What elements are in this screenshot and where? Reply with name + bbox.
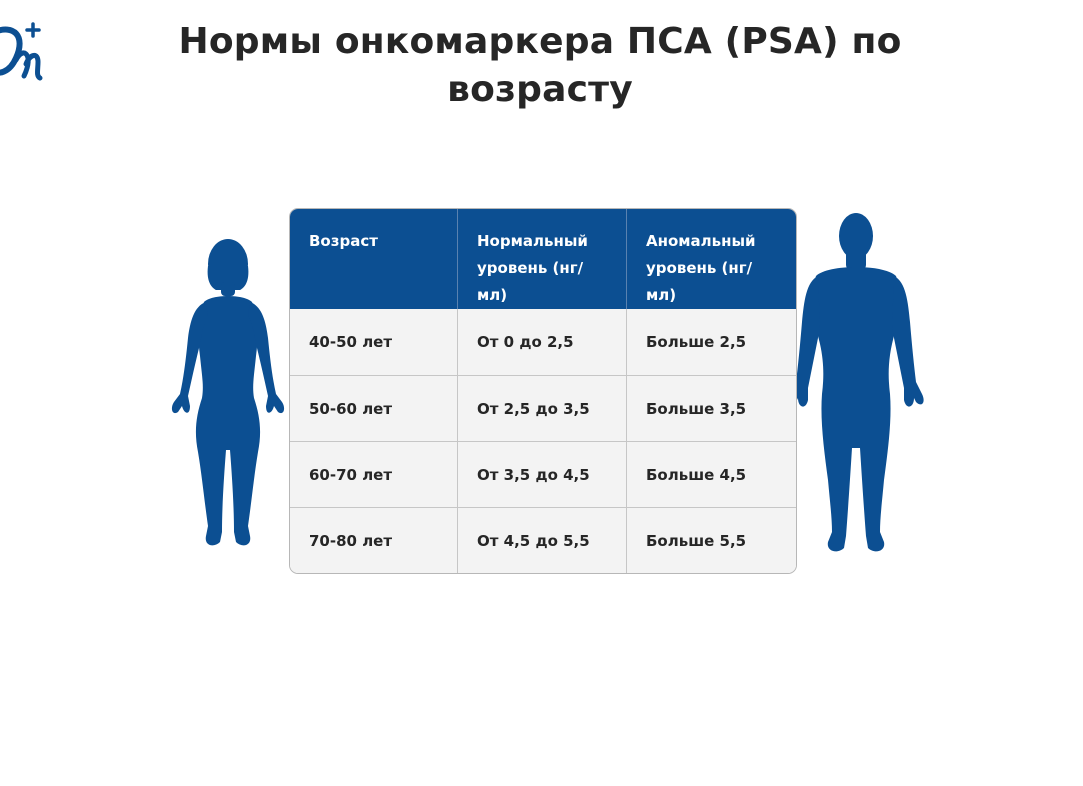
table-row	[290, 375, 796, 441]
abnormal-level-cell: Больше 4,5	[627, 441, 796, 507]
header-age: Возраст	[290, 209, 458, 309]
normal-level-cell: От 3,5 до 4,5	[458, 441, 627, 507]
male-silhouette-icon	[788, 210, 924, 556]
normal-level-cell: От 0 до 2,5	[458, 309, 627, 375]
normal-level-cell: От 4,5 до 5,5	[458, 507, 627, 573]
table-row	[290, 309, 796, 375]
age-cell: 50-60 лет	[290, 375, 458, 441]
abnormal-level-cell: Больше 3,5	[627, 375, 796, 441]
age-cell: 60-70 лет	[290, 441, 458, 507]
normal-level-cell: От 2,5 до 3,5	[458, 375, 627, 441]
table-row	[290, 507, 796, 573]
age-cell: 40-50 лет	[290, 309, 458, 375]
table-row	[290, 441, 796, 507]
table-header-row	[290, 209, 796, 309]
age-cell: 70-80 лет	[290, 507, 458, 573]
abnormal-level-cell: Больше 5,5	[627, 507, 796, 573]
brand-logo-icon	[0, 18, 50, 88]
page-title: Нормы онкомаркера ПСА (PSA) по возрасту	[178, 21, 902, 110]
header-normal-level: Нормальный уровень (нг/мл)	[458, 209, 627, 309]
abnormal-level-cell: Больше 2,5	[627, 309, 796, 375]
psa-norms-table	[289, 208, 797, 574]
female-silhouette-icon	[168, 236, 288, 554]
header-abnormal-level: Аномальный уровень (нг/мл)	[627, 209, 796, 309]
